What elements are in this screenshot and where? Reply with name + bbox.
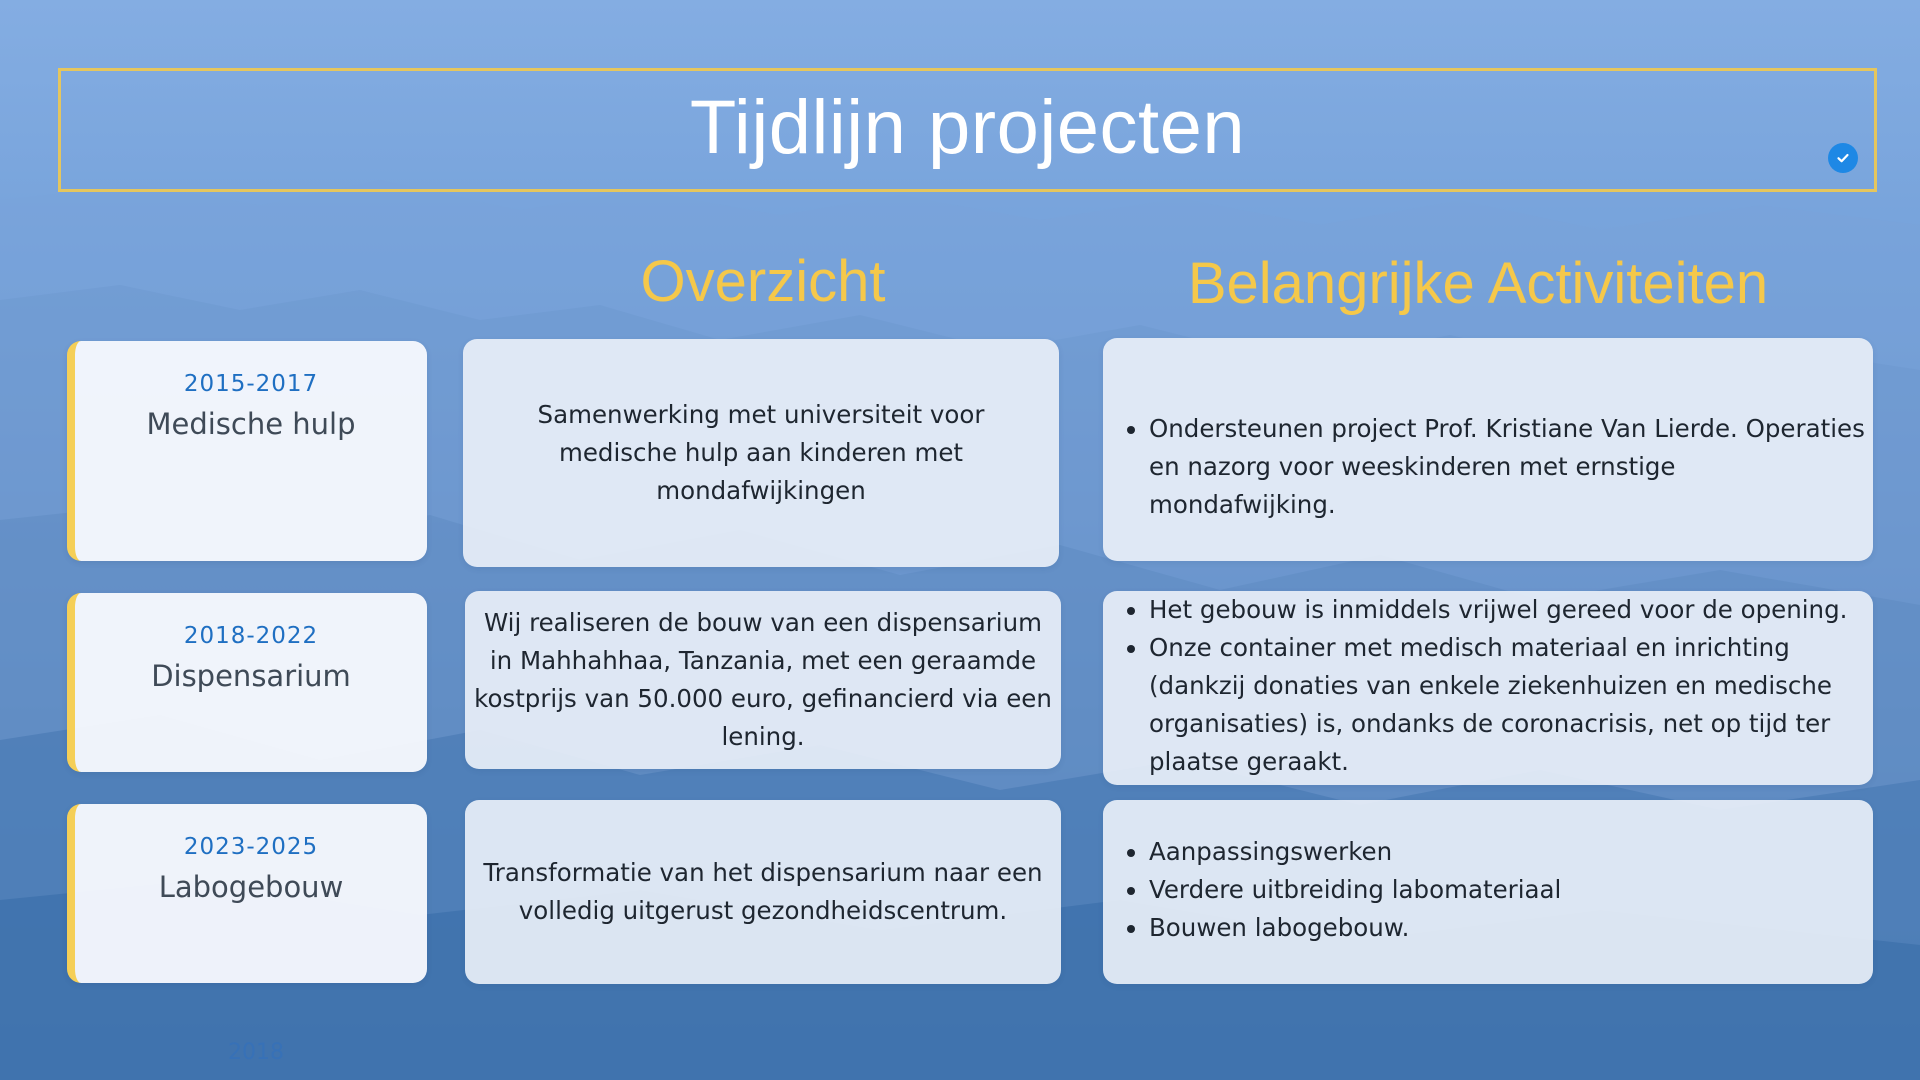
project-name: Dispensarium	[151, 659, 351, 693]
list-item: • Het gebouw is inmiddels vrijwel gereed voor de opening.	[1149, 591, 1869, 629]
overview-card-medische-hulp	[463, 339, 1059, 567]
activities-card-dispensarium	[1103, 591, 1873, 785]
year-range: 2015-2017	[183, 371, 319, 397]
activities-list	[1103, 410, 1873, 524]
year-range: 2018-2022	[183, 623, 319, 649]
list-item: • Ondersteunen project Prof. Kristiane Van Lierde. Operaties en nazorg voor weeskinderen met ernstige mondafwijking.	[1149, 410, 1869, 524]
project-name: Labogebouw	[158, 870, 344, 904]
list-item: • Bouwen labogebouw.	[1149, 909, 1869, 947]
activities-card-labogebouw	[1103, 800, 1873, 984]
project-name: Medische hulp	[146, 407, 356, 441]
overview-card-labogebouw	[465, 800, 1061, 984]
timeline-card-labogebouw	[67, 804, 427, 983]
activities-list	[1103, 833, 1873, 947]
overview-card-dispensarium	[465, 591, 1061, 769]
timeline-card-medische-hulp	[67, 341, 427, 561]
year-range: 2023-2025	[183, 834, 319, 860]
faint-year-label: 2018	[228, 1040, 284, 1065]
list-item: • Aanpassingswerken	[1149, 833, 1869, 871]
list-item: • Onze container met medisch materiaal en inrichting (dankzij donaties van enkele ziekenhuizen en medische organisaties) is, ondanks de coronacrisis, net op tijd ter plaatse geraakt.	[1149, 629, 1869, 781]
timeline-card-dispensarium	[67, 593, 427, 772]
activities-heading: Belangrijke Activiteiten	[1187, 251, 1769, 316]
overview-heading: Overzicht	[640, 249, 886, 314]
activities-list	[1103, 591, 1873, 781]
overview-text: Transformatie van het dispensarium naar een volledig uitgerust gezondheidscentrum.	[483, 858, 1043, 925]
activities-card-medische-hulp	[1103, 338, 1873, 561]
overview-text: Wij realiseren de bouw van een dispensarium in Mahhahhaa, Tanzania, met een geraamde kostprijs van 50.000 euro, gefinancierd via een lening.	[474, 608, 1052, 751]
title-frame	[58, 68, 1877, 192]
slide-title: Tijdlijn projecten	[689, 84, 1246, 170]
list-item: • Verdere uitbreiding labomateriaal	[1149, 871, 1869, 909]
check-circle-icon[interactable]	[1828, 143, 1858, 173]
overview-text: Samenwerking met universiteit voor medische hulp aan kinderen met mondafwijkingen	[537, 400, 985, 505]
